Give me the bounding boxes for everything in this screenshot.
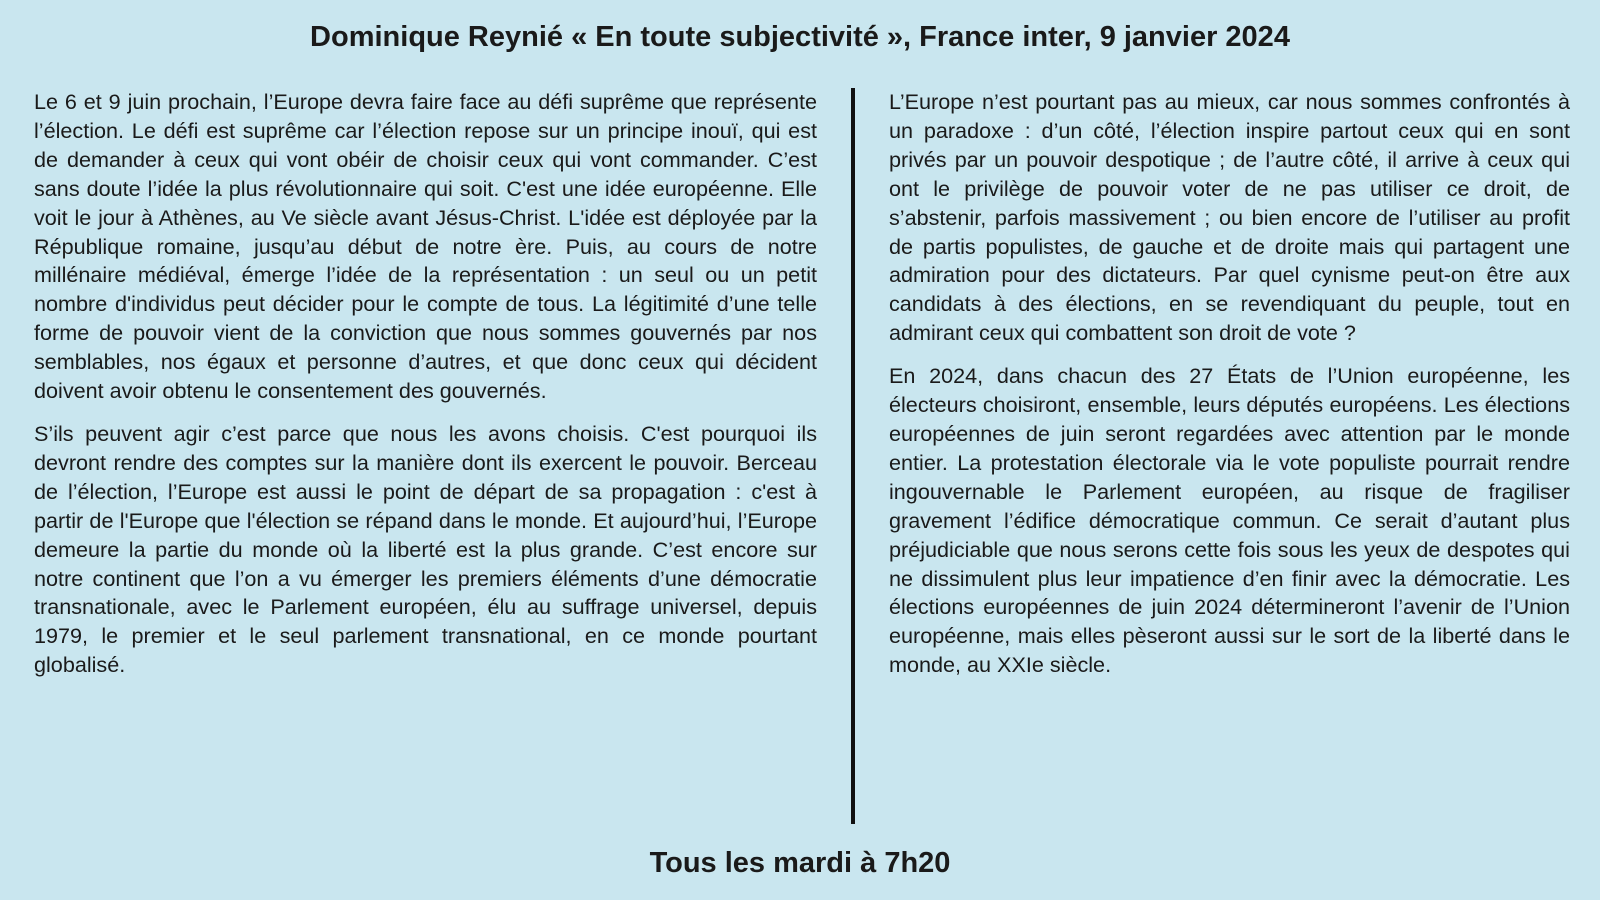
- page-title: Dominique Reynié « En toute subjectivité », France inter, 9 janvier 2024: [310, 21, 1290, 53]
- paragraph: S’ils peuvent agir c’est parce que nous les avons choisis. C'est pourquoi ils devront rendre des comptes sur la manière dont ils exercent le pouvoir. Berceau de l’élection, l’Europe est aussi le point de départ de sa propagation : c'est à partir de l'Europe que l'élection se répand dans le monde. Et aujourd’hui, l’Europe demeure la partie du monde où la liberté est la plus grande. C’est encore sur notre continent que l’on a vu émerger les premiers éléments d’une démocratie transnationale, avec le Parlement européen, élu au suffrage universel, depuis 1979, le premier et le seul parlement transnational, en ce monde pourtant globalisé.: [34, 420, 817, 678]
- column-divider: [851, 88, 855, 824]
- paragraph: L’Europe n’est pourtant pas au mieux, car nous sommes confrontés à un paradoxe : d’un côté, l’élection inspire partout ceux qui en sont privés par un pouvoir despotique ; de l’autre côté, il arrive à ceux qui ont le privilège de pouvoir voter de ne pas utiliser ce droit, de s’abstenir, parfois massivement ; ou bien encore de l’utiliser au profit de partis populistes, de gauche et de droite mais qui partagent une admiration pour des dictateurs. Par quel cynisme peut-on être aux candidats à des élections, en se revendiquant du peuple, tout en admirant ceux qui combattent son droit de vote ?: [889, 89, 1570, 346]
- paragraph: Le 6 et 9 juin prochain, l’Europe devra faire face au défi suprême que représente l’élection. Le défi est suprême car l’élection repose sur un principe inouï, qui est de demander à ceux qui vont obéir de choisir ceux qui vont commander. C’est sans doute l’idée la plus révolutionnaire qui soit. C'est une idée européenne. Elle voit le jour à Athènes, au Ve siècle avant Jésus-Christ. L'idée est déployée par la République romaine, jusqu’au début de notre ère. Puis, au cours de notre millénaire médiéval, émerge l’idée de la représentation : un seul ou un petit nombre d'individus peut décider pour le compte de tous. La légitimité d’une telle forme de pouvoir vient de la conviction que nous sommes gouvernés par nos semblables, nos égaux et personne d’autres, et que donc ceux qui décident doivent avoir obtenu le consentement des gouvernés.: [34, 89, 817, 404]
- broadcast-schedule: Tous les mardi à 7h20: [649, 847, 951, 879]
- right-column: [889, 88, 1570, 694]
- paragraph: En 2024, dans chacun des 27 États de l’Union européenne, les électeurs choisiront, ensemble, leurs députés européens. Les élections européennes de juin seront regardées avec attention par le monde entier. La protestation électorale via le vote populiste pourrait rendre ingouvernable le Parlement européen, au risque de fragiliser gravement l’édifice démocratique commun. Ce serait d’autant plus préjudiciable que nous serons cette fois sous les yeux de despotes qui ne dissimulent plus leur impatience d’en finir avec la démocratie. Les élections européennes de juin 2024 détermineront l’avenir de l’Union européenne, mais elles pèseront aussi sur le sort de la liberté dans le monde, au XXIe siècle.: [889, 363, 1570, 678]
- left-column: [34, 88, 817, 694]
